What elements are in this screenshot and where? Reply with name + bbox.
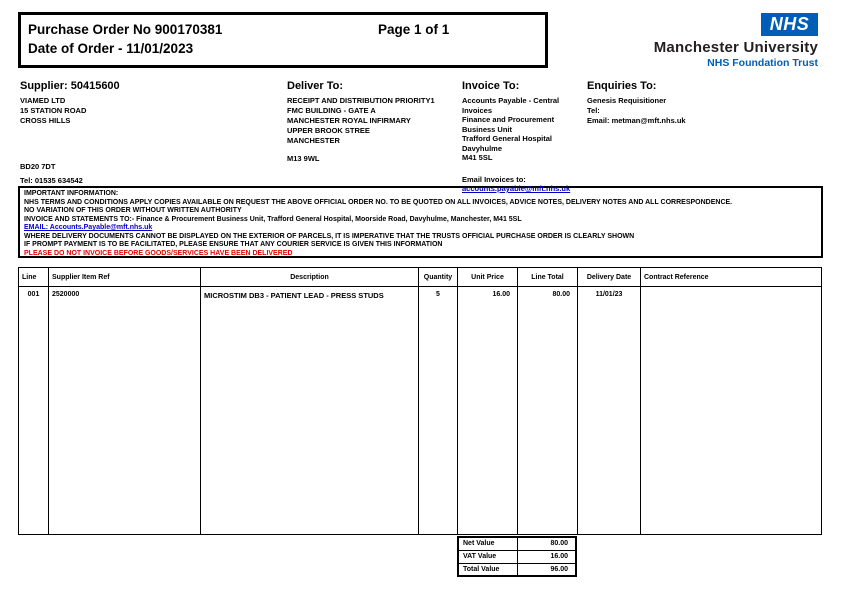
cell-line-total: 80.00 [518,287,578,535]
deliver-address-line: UPPER BROOK STREE [287,126,370,135]
totals-table [457,536,577,577]
vat-value: 16.00 [517,550,576,563]
invoice-email-link[interactable]: accounts.payable@mft.nhs.uk [462,184,571,193]
important-invoice-address-line: INVOICE AND STATEMENTS TO:- Finance & Procurement Business Unit, Trafford General Hospital, Moorside Road, Davyhulme, Manchester, M41 5SL [24,215,522,223]
col-header-delivery-date: Delivery Date [578,268,641,287]
enquiries-tel: Tel: [587,106,600,115]
invoice-to-block [462,80,584,194]
deliver-postcode: M13 9WL [287,154,320,163]
col-header-line-total: Line Total [518,268,578,287]
deliver-to-block [287,80,457,164]
important-variation-line: NO VARIATION OF THIS ORDER WITHOUT WRITTEN AUTHORITY [24,207,242,215]
cell-line: 001 [19,287,49,535]
enquiries-email: Email: metman@mft.nhs.uk [587,116,686,125]
total-value: 96.00 [517,563,576,576]
supplier-tel: Tel: 01535 634542 [20,176,83,185]
invoice-address-line: Trafford General Hospital [462,134,553,143]
cell-supplier-item-ref: 2520000 [49,287,201,535]
col-header-supplier-item-ref: Supplier Item Ref [49,268,201,287]
total-value-row [458,563,576,576]
important-delivery-docs-line: WHERE DELIVERY DOCUMENTS CANNOT BE DISPLAYED ON THE EXTERIOR OF PARCELS, IT IS IMPERATIVE THAT THE TRUSTS OFFICIAL PURCHASE ORDER IS CLEARLY SHOWN [24,232,635,240]
important-terms-line: NHS TERMS AND CONDITIONS APPLY COPIES AVAILABLE ON REQUEST THE ABOVE OFFICIAL ORDER NO. TO BE QUOTED ON ALL INVOICES, ADVICE NOTES, DELIVERY NOTES AND ALL CORRESPONDENCE. [24,198,733,206]
net-value-row [458,537,576,550]
enquiries-to-block [587,80,752,126]
deliver-address-line: MANCHESTER ROYAL INFIRMARY [287,116,411,125]
important-warning-line: PLEASE DO NOT INVOICE BEFORE GOODS/SERVICES HAVE BEEN DELIVERED [24,249,293,257]
po-number: Purchase Order No 900170381 [28,22,223,37]
total-value-label: Total Value [458,563,517,576]
deliver-address-line: FMC BUILDING - GATE A [287,106,376,115]
col-header-unit-price: Unit Price [458,268,518,287]
cell-unit-price: 16.00 [458,287,518,535]
trust-name: Manchester University [653,39,818,56]
invoice-address-line: M41 5SL [462,153,493,162]
deliver-address-line: MANCHESTER [287,136,340,145]
col-header-contract-reference: Contract Reference [641,268,822,287]
deliver-to-title: Deliver To: [287,80,344,92]
col-header-line: Line [19,268,49,287]
vat-value-row [458,550,576,563]
page-indicator: Page 1 of 1 [378,22,450,37]
vat-value-label: VAT Value [458,550,517,563]
invoice-address-line: Invoices [462,105,493,115]
invoice-address-line: Davyhulme [462,143,503,153]
enquiries-name: Genesis Requisitioner [587,96,667,105]
order-items-table [18,267,822,535]
table-header-row [19,268,822,287]
supplier-address-line: VIAMED LTD [20,96,66,105]
invoice-address-line: Accounts Payable - Central [462,96,560,105]
supplier-title: Supplier: 50415600 [20,80,120,92]
invoice-address-line: Business Unit [462,124,513,134]
net-value: 80.00 [517,537,576,550]
enquiries-to-title: Enquiries To: [587,80,657,92]
important-email-link[interactable]: EMAIL: Accounts.Payable@mft.nhs.uk [24,224,153,232]
important-title: IMPORTANT INFORMATION: [24,190,119,197]
trust-subtitle: NHS Foundation Trust [707,57,818,69]
invoice-address-line: Finance and Procurement [462,115,555,124]
cell-contract-reference [641,287,822,535]
cell-quantity: 5 [419,287,458,535]
cell-description: MICROSTIM DB3 - PATIENT LEAD - PRESS STUDS [201,287,419,535]
invoice-email-label: Email Invoices to: [462,174,526,184]
nhs-logo-block [640,13,818,69]
col-header-quantity: Quantity [419,268,458,287]
nhs-logo-icon: NHS [761,13,818,36]
important-information-box [18,186,823,258]
important-prompt-payment-line: IF PROMPT PAYMENT IS TO BE FACILITATED, PLEASE ENSURE THAT ANY COURIER SERVICE IS GIVEN THIS INFORMATION [24,241,443,249]
col-header-description: Description [201,268,419,287]
supplier-address-line: 15 STATION ROAD [20,106,87,115]
supplier-address-line: CROSS HILLS [20,116,71,125]
order-date: Date of Order - 11/01/2023 [28,41,194,56]
deliver-address-line: RECEIPT AND DISTRIBUTION PRIORITY1 [287,96,435,105]
invoice-to-title: Invoice To: [462,80,520,92]
table-row [19,287,822,535]
net-value-label: Net Value [458,537,517,550]
supplier-block [20,80,270,186]
po-header-box [18,12,548,68]
supplier-postcode: BD20 7DT [20,162,56,171]
cell-delivery-date: 11/01/23 [578,287,641,535]
